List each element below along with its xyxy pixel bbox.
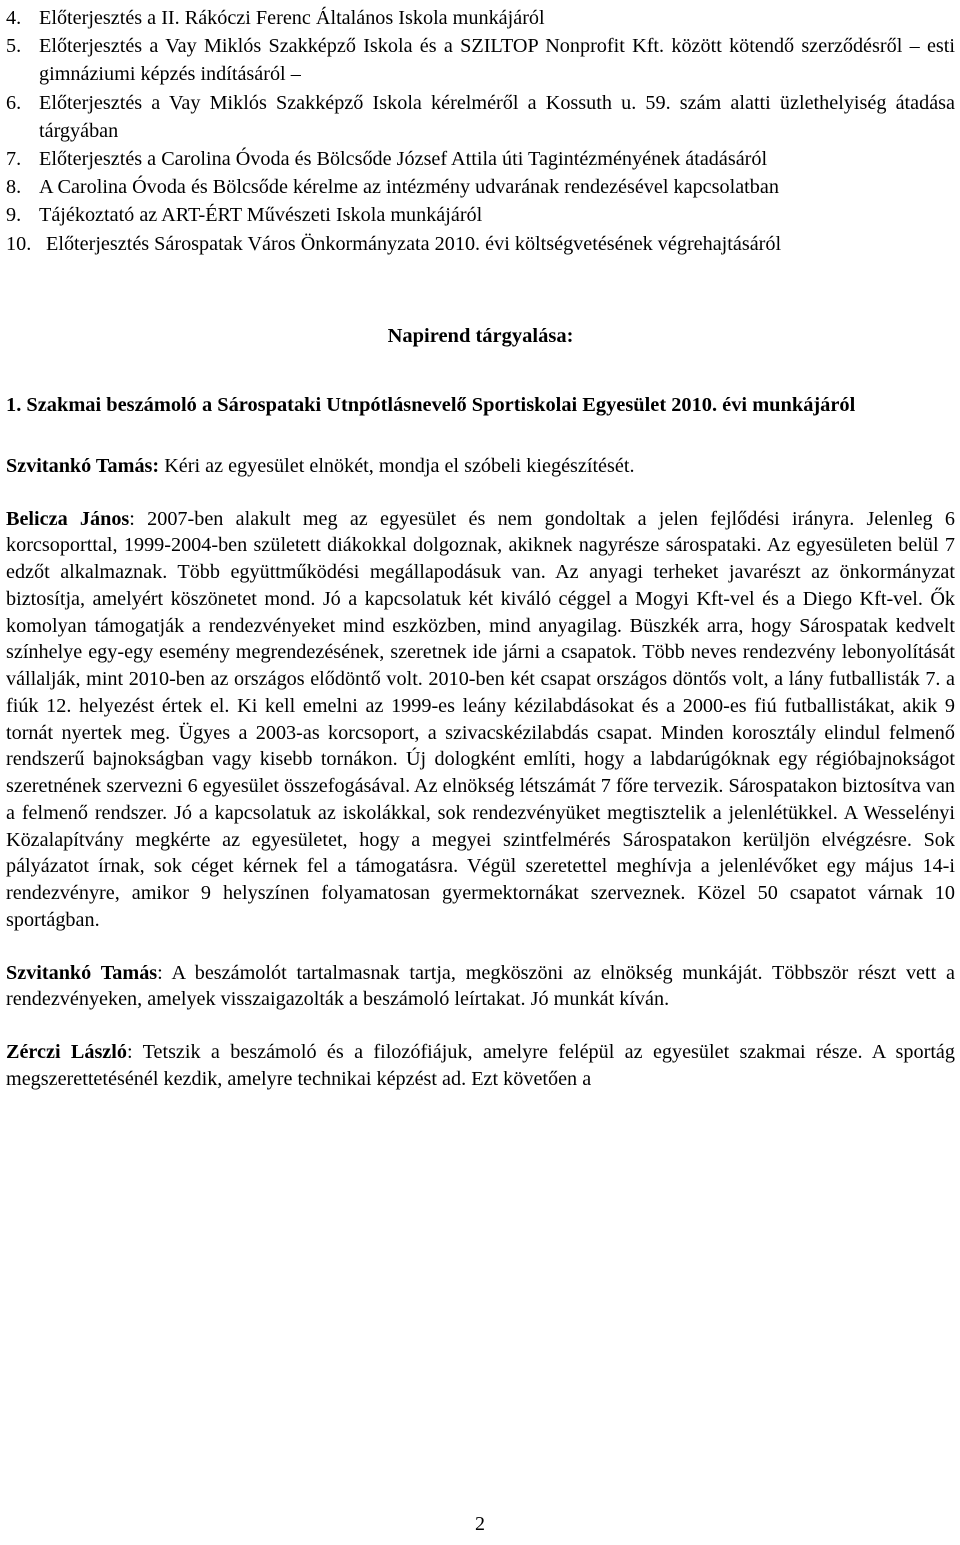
agenda-item-number: 6. [6, 91, 22, 114]
agenda-item-number: 9. [6, 204, 22, 227]
speaker-text: : Tetszik a beszámoló és a filozófiájuk, amelyre felépül az egyesület szakmai része. A sportág megszerettetésénél kezdik, amelyre technikai képzést ad. Ezt követően a [6, 1041, 955, 1090]
agenda-list [6, 4, 955, 258]
agenda-topic-title: 1. Szakmai beszámoló a Sárospataki Utnpótlásnevelő Sportiskolai Egyesület 2010. évi munkájáról [6, 393, 856, 416]
section-heading: Napirend tárgyalása: [387, 324, 574, 347]
page-number: 2 [475, 1513, 485, 1535]
agenda-item-text: Előterjesztés a Vay Miklós Szakképző Iskola és a SZILTOP Nonprofit Kft. között kötendő szerződésről – esti gimnáziumi képzés indításáról – [39, 35, 955, 86]
agenda-item-number: 10. [6, 232, 32, 255]
agenda-item-number: 4. [6, 7, 22, 29]
agenda-item-text: Előterjesztés Sárospatak Város Önkormányzata 2010. évi költségvetésének végrehajtásáról [46, 232, 782, 255]
agenda-item-text: Előterjesztés a Carolina Óvoda és Bölcsőde József Attila úti Tagintézményének átadásáról [39, 148, 768, 171]
agenda-item-text: Előterjesztés a II. Rákóczi Ferenc Általános Iskola munkájáról [39, 7, 545, 29]
speaker-name: Zérczi László [6, 1041, 127, 1064]
agenda-item [6, 4, 955, 32]
agenda-item-text: A Carolina Óvoda és Bölcsőde kérelme az intézmény udvarának rendezésével kapcsolatban [39, 176, 779, 199]
agenda-item [6, 173, 955, 201]
document-page [6, 4, 955, 1093]
speaker-paragraph [6, 960, 955, 1014]
speaker-paragraph [6, 506, 955, 934]
agenda-item [6, 201, 955, 229]
agenda-item [6, 230, 955, 258]
speaker-paragraph [6, 453, 955, 480]
speaker-name: Szvitankó Tamás: [6, 454, 160, 477]
speaker-name: Belicza János [6, 507, 130, 530]
agenda-item-number: 5. [6, 35, 22, 58]
speaker-text: : 2007-ben alakult meg az egyesület és nem gondoltak a jelen fejlődési irányra. Jelenleg 6 korcsoporttal, 1999-2004-ben született diákokkal dolgoznak, akiknek nagyrésze sárospataki. Az egyesületen belül 7 edzőt alkalmaznak. Több együttműködési megállapodásuk van. Az anyagi terheket javarészt az önkormányzat biztosítja, amelyért köszönetet mond. Jó a kapcsolatuk két kiváló céggel a Mogyi Kft-vel és a Diego Kft-vel. Ők komolyan támogatják a rendezvényeket mind eszközben, mind anyagilag. Büszkék arra, hogy Sárospatak kedvelt színhelye egy-egy esemény megrendezésének, szeretnek ide járni a csapatok. Több neves rendezvény lebonyolítását vállalják, mint 2010-ben az országos elődöntő volt. 2010-ben két csapat országos döntős volt, a lány futballisták 7. a fiúk 12. helyezést értek el. Ki kell emelni az 1999-es leány kézilabdásokat és a 2000-es fiú futballistákat, akik 9 tornát nyertek meg. Ügyes a 2003-as korcsoport, a szivacskézilabdás csapat. Minden korosztály elindul felmenő rendszerű bajnokságban vagy kisebb tornákon. Új dologként említi, hogy a labdarúgóknak egy régióbajnokságot szeretnének szervezni 6 egyesület összefogásával. Az elnökség létszámát 7 főre tervezik. Sárospatakon biztosítva van a felmenő rendszer. Jó a kapcsolatuk az iskolákkal, sok rendezvényüket megtisztelik a jelenlétükkel. A Wesselényi Közalapítvány megkérte az egyesületet, hogy a megyei szintfelmérés Sárospatakon kerüljön elvégzésre. Sok pályázatot írnak, sok céget kérnek fel a támogatásra. Végül szeretettel meghívja a jelenlévőket egy május 14-i rendezvényre, amikor 9 helyszínen folyamatosan gyermektornákat szerveznek. Közel 50 csapatot várnak 10 sportágban. [6, 507, 956, 931]
speaker-paragraph [6, 1039, 955, 1093]
speaker-name: Szvitankó Tamás [6, 961, 158, 984]
agenda-item [6, 89, 955, 145]
agenda-item-text: Tájékoztató az ART-ÉRT Művészeti Iskola munkájáról [39, 204, 483, 227]
agenda-item-text: Előterjesztés a Vay Miklós Szakképző Iskola kérelméről a Kossuth u. 59. szám alatti üzlethelyiség átadása tárgyában [39, 91, 955, 142]
agenda-item-number: 8. [6, 176, 22, 199]
agenda-item [6, 32, 955, 88]
agenda-item [6, 145, 955, 173]
agenda-item-number: 7. [6, 148, 22, 171]
speaker-text: Kéri az egyesület elnökét, mondja el szóbeli kiegészítését. [159, 454, 635, 477]
speaker-text: : A beszámolót tartalmasnak tartja, megköszöni az elnökség munkáját. Többször részt vett a rendezvényeken, amelyek visszaigazolták a beszámoló leírtakat. Jó munkát kíván. [6, 961, 955, 1011]
